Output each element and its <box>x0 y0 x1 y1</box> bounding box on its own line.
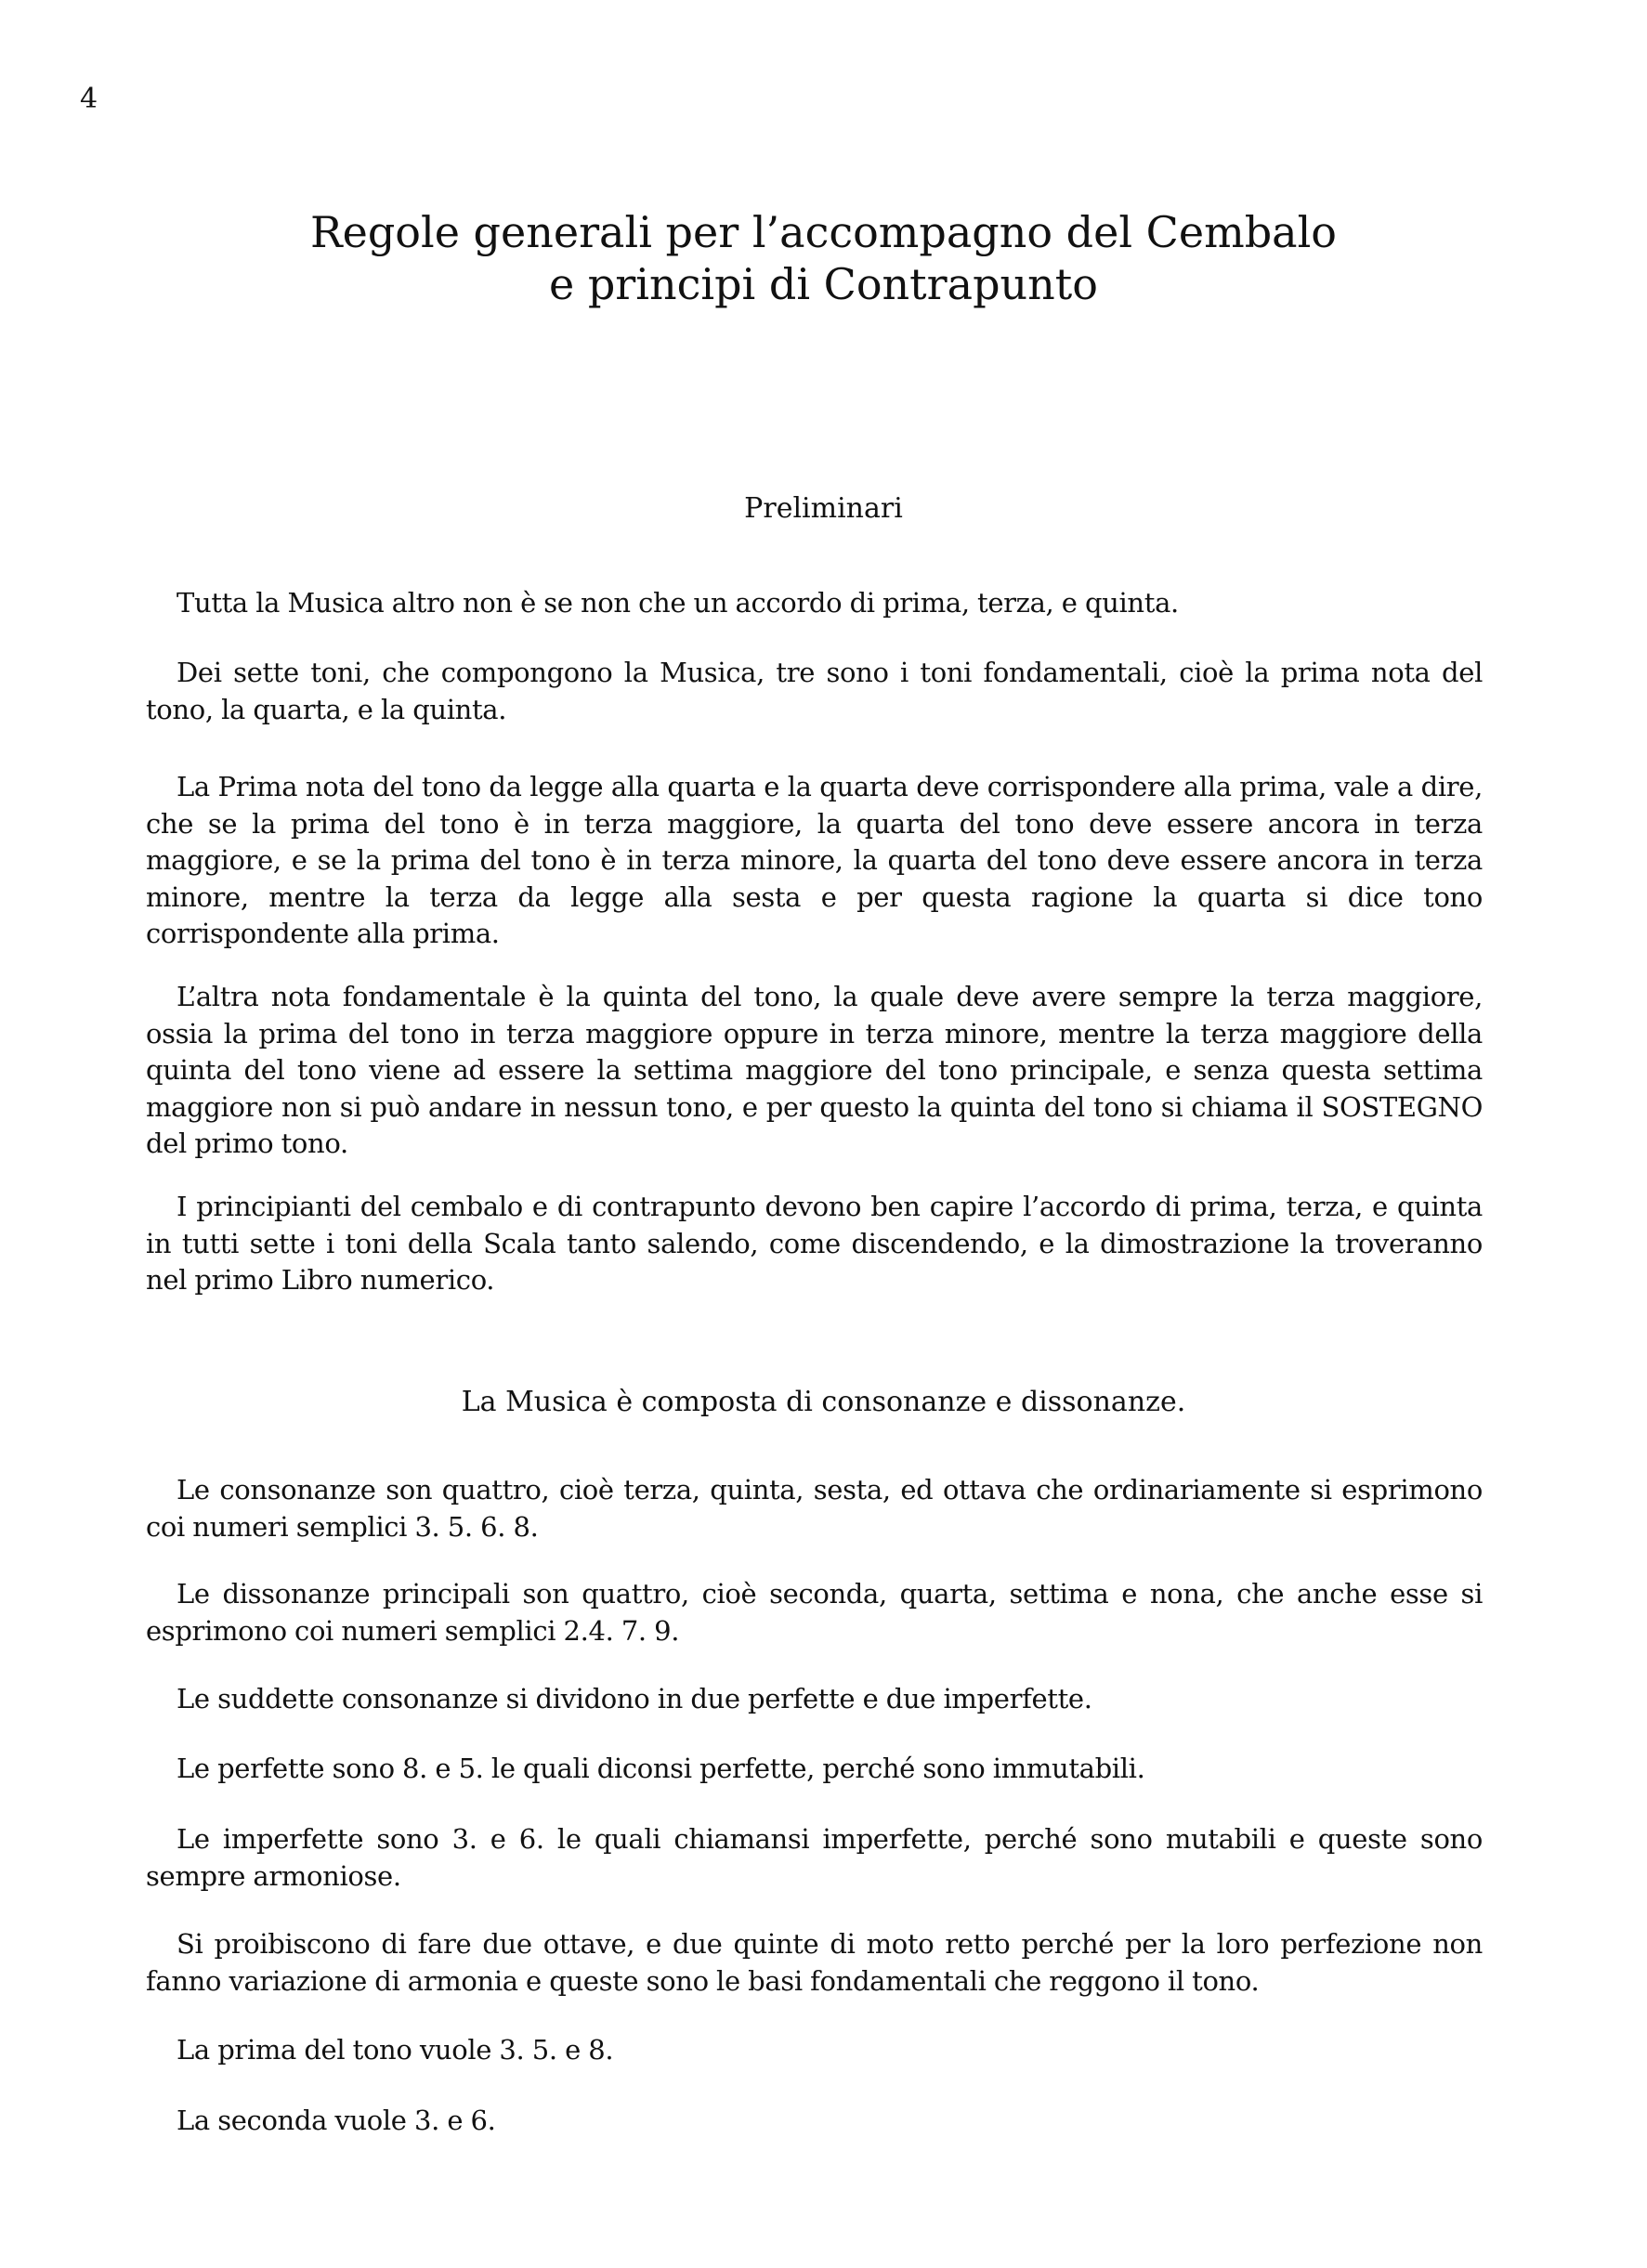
paragraph: Tutta la Musica altro non è se non che un accordo di prima, terza, e quinta. <box>176 587 1179 619</box>
paragraph: L’altra nota fondamentale è la quinta del tono, la quale deve avere sempre la terza maggiore, ossia la prima del tono in terza maggiore oppure in terza minore, mentre la terza maggiore della quinta del tono viene ad essere la settima maggiore del tono principale, e senza questa settima maggiore non si può andare in nessun tono, e per questo la quinta del tono si chiama il SOSTEGNO del primo tono. <box>146 981 1483 1159</box>
section-heading-consonanze: La Musica è composta di consonanze e dissonanze. <box>461 1386 1186 1418</box>
title-line-1: Regole generali per l’accompagno del Cembalo <box>310 207 1337 257</box>
paragraph: Le consonanze son quattro, cioè terza, quinta, sesta, ed ottava che ordinariamente si esprimono coi numeri semplici 3. 5. 6. 8. <box>146 1474 1483 1543</box>
title-line-2: e principi di Contrapunto <box>549 259 1098 309</box>
paragraph: Dei sette toni, che compongono la Musica, tre sono i toni fondamentali, cioè la prima nota del tono, la quarta, e la quinta. <box>146 657 1483 725</box>
paragraph: I principianti del cembalo e di contrapunto devono ben capire l’accordo di prima, terza, e quinta in tutti sette i toni della Scala tanto salendo, come discendendo, e la dimostrazione la troveranno nel primo Libro numerico. <box>146 1191 1483 1296</box>
paragraph: Le dissonanze principali son quattro, cioè seconda, quarta, settima e nona, che anche esse si esprimono coi numeri semplici 2.4. 7. 9. <box>146 1578 1483 1647</box>
paragraph: Le suddette consonanze si dividono in due perfette e due imperfette. <box>176 1683 1092 1714</box>
section-heading-preliminari: Preliminari <box>744 492 903 525</box>
paragraph: La prima del tono vuole 3. 5. e 8. <box>176 2034 614 2066</box>
paragraph: Le perfette sono 8. e 5. le quali diconsi perfette, perché sono immutabili. <box>176 1753 1145 1784</box>
paragraph: Si proibiscono di fare due ottave, e due quinte di moto retto perché per la loro perfezione non fanno variazione di armonia e queste sono le basi fondamentali che reggono il tono. <box>146 1928 1483 1997</box>
paragraph: La Prima nota del tono da legge alla quarta e la quarta deve corrispondere alla prima, vale a dire, che se la prima del tono è in terza maggiore, la quarta del tono deve essere ancora in terza maggiore, e se la prima del tono è in terza minore, la quarta del tono deve essere ancora in terza minore, mentre la terza da legge alla sesta e per questa ragione la quarta si dice tono corrispondente alla prima. <box>146 771 1483 949</box>
page-title <box>0 206 1647 310</box>
page-number: 4 <box>80 83 98 115</box>
paragraph: Le imperfette sono 3. e 6. le quali chiamansi imperfette, perché sono mutabili e queste sono sempre armoniose. <box>146 1823 1483 1892</box>
paragraph: La seconda vuole 3. e 6. <box>176 2105 496 2136</box>
